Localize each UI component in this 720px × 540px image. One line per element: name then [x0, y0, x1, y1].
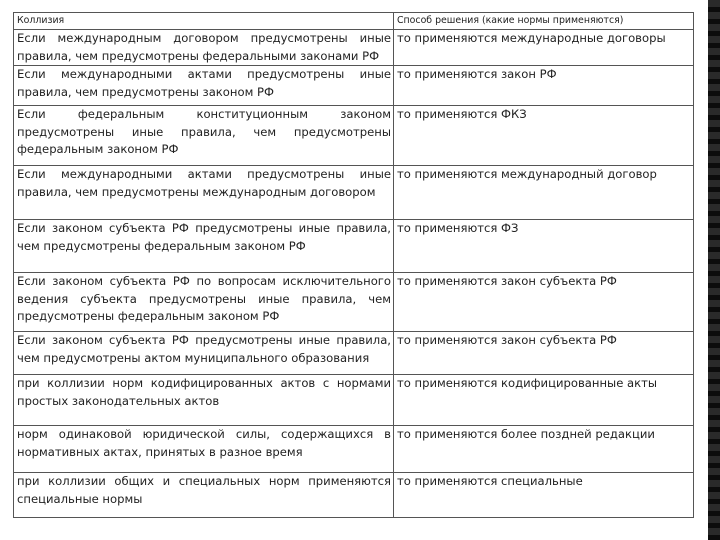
resolution-cell: то применяются кодифицированные акты — [394, 375, 694, 426]
resolution-cell: то применяются закон субъекта РФ — [394, 332, 694, 375]
table-row — [14, 66, 694, 106]
collision-cell: при коллизии норм кодифицированных актов с нормами простых законодательных актов — [14, 375, 394, 426]
table-header-row — [14, 13, 694, 30]
collision-cell: Если законом субъекта РФ предусмотрены иные правила, чем предусмотрены федеральным законом РФ — [14, 220, 394, 273]
resolution-cell: то применяются специальные — [394, 473, 694, 518]
table-row — [14, 332, 694, 375]
page-edge-border — [708, 0, 720, 540]
resolution-cell: то применяются более поздней редакции — [394, 426, 694, 473]
collision-cell: Если международным договором предусмотрены иные правила, чем предусмотрены федеральными законами РФ — [14, 30, 394, 66]
collision-table — [13, 12, 694, 518]
table-row — [14, 106, 694, 166]
collision-cell: Если международными актами предусмотрены иные правила, чем предусмотрены международным договором — [14, 166, 394, 220]
resolution-cell: то применяются ФЗ — [394, 220, 694, 273]
table-row — [14, 220, 694, 273]
table-row — [14, 473, 694, 518]
collision-cell: Если федеральным конституционным законом предусмотрены иные правила, чем предусмотрены федеральным законом РФ — [14, 106, 394, 166]
table-row — [14, 273, 694, 332]
collision-cell: Если международными актами предусмотрены иные правила, чем предусмотрены законом РФ — [14, 66, 394, 106]
collision-cell: Если законом субъекта РФ по вопросам исключительного ведения субъекта предусмотрены иные правила, чем предусмотрены федеральным законом РФ — [14, 273, 394, 332]
table-row — [14, 166, 694, 220]
collision-cell: норм одинаковой юридической силы, содержащихся в нормативных актах, принятых в разное время — [14, 426, 394, 473]
resolution-cell: то применяются закон субъекта РФ — [394, 273, 694, 332]
table-row — [14, 30, 694, 66]
resolution-cell: то применяются закон РФ — [394, 66, 694, 106]
table-row — [14, 426, 694, 473]
resolution-cell: то применяются международные договоры — [394, 30, 694, 66]
collision-cell: при коллизии общих и специальных норм применяются специальные нормы — [14, 473, 394, 518]
table-row — [14, 375, 694, 426]
resolution-cell: то применяются ФКЗ — [394, 106, 694, 166]
resolution-cell: то применяются международный договор — [394, 166, 694, 220]
header-resolution-method: Способ решения (какие нормы применяются) — [394, 13, 694, 30]
collision-cell: Если законом субъекта РФ предусмотрены иные правила, чем предусмотрены актом муниципального образования — [14, 332, 394, 375]
header-collision: Коллизия — [14, 13, 394, 30]
